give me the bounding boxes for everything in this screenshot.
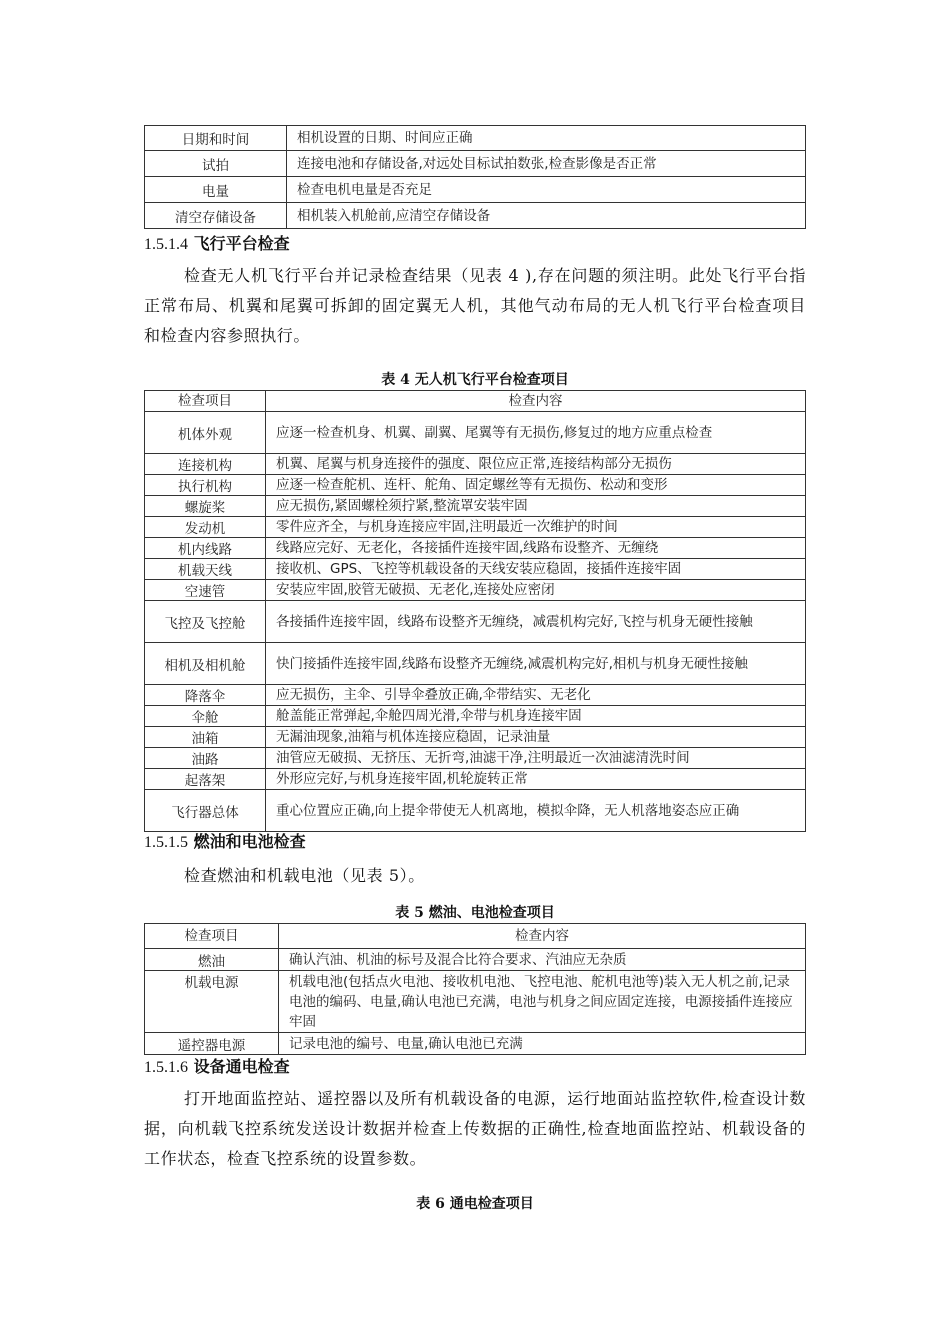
check-item: 机体外观: [145, 412, 266, 454]
table-caption: 表 4 无人机飞行平台检查项目: [381, 372, 569, 388]
check-item: 相机及相机舱: [145, 643, 266, 685]
check-item: 机载电源: [145, 971, 279, 1033]
check-item: 空速管: [145, 580, 266, 601]
check-item: 油路: [145, 748, 266, 769]
check-item: 发动机: [145, 517, 266, 538]
table-row: [145, 685, 806, 706]
check-item: 机内线路: [145, 538, 266, 559]
table-row: [145, 1033, 806, 1055]
table-row: [145, 496, 806, 517]
table-row: [145, 643, 806, 685]
fuel-battery-table: [144, 923, 806, 1055]
check-item: 连接机构: [145, 454, 266, 475]
section-paragraph: 检查燃油和机载电池（见表 5）。: [184, 866, 425, 885]
section-heading: [144, 1054, 290, 1077]
check-content: 舱盖能正常弹起,伞舱四周光滑,伞带与机身连接牢固: [266, 706, 806, 727]
section-title: 飞行平台检查: [193, 234, 290, 253]
section-paragraph: 检查无人机飞行平台并记录检查结果（见表 4 ),存在问题的须注明。此处飞行平台指正常布局、机翼和尾翼可拆卸的固定翼无人机，其他气动布局的无人机飞行平台检查项目和检查内容参照执行。: [144, 266, 806, 345]
check-item: 降落伞: [145, 685, 266, 706]
section-heading: [144, 231, 290, 254]
check-item: 试拍: [145, 151, 287, 177]
table-row: [145, 601, 806, 643]
table-row: [145, 126, 806, 151]
check-content: 重心位置应正确,向上提伞带使无人机离地，模拟伞降，无人机落地姿态应正确: [266, 790, 806, 832]
table-row: [145, 517, 806, 538]
check-content: 连接电池和存储设备,对远处目标试拍数张,检查影像是否正常: [287, 151, 806, 177]
check-content: 应逐一检查舵机、连杆、舵角、固定螺丝等有无损伤、松动和变形: [266, 475, 806, 496]
check-item: 清空存储设备: [145, 203, 287, 229]
check-item: 机载天线: [145, 559, 266, 580]
table-row: [145, 790, 806, 832]
check-content: 应无损伤,紧固螺栓须拧紧,整流罩安装牢固: [266, 496, 806, 517]
table-row: [145, 177, 806, 203]
table-row: [145, 949, 806, 971]
section-title: 设备通电检查: [193, 1057, 290, 1076]
column-header: 检查项目: [145, 391, 266, 412]
check-content: 快门接插件连接牢固,线路布设整齐无缠绕,减震机构完好,相机与机身无硬性接触: [266, 643, 806, 685]
column-header: 检查内容: [279, 924, 806, 949]
check-content: 机翼、尾翼与机身连接件的强度、限位应正常,连接结构部分无损伤: [266, 454, 806, 475]
section-title: 燃油和电池检查: [193, 832, 306, 851]
section-number: 1.5.1.6: [144, 1059, 188, 1076]
camera-check-table: [144, 125, 806, 229]
table-caption: 表 5 燃油、电池检查项目: [395, 905, 555, 921]
check-item: 遥控器电源: [145, 1033, 279, 1055]
check-content: 线路应完好、无老化，各接插件连接牢固,线路布设整齐、无缠绕: [266, 538, 806, 559]
check-content: 记录电池的编号、电量,确认电池已充满: [279, 1033, 806, 1055]
table-row: [145, 769, 806, 790]
table-header-row: [145, 924, 806, 949]
table-row: [145, 151, 806, 177]
check-item: 起落架: [145, 769, 266, 790]
check-item: 执行机构: [145, 475, 266, 496]
section-number: 1.5.1.4: [144, 236, 188, 253]
check-item: 电量: [145, 177, 287, 203]
table-row: [145, 971, 806, 1033]
check-content: 相机装入机舱前,应清空存储设备: [287, 203, 806, 229]
flight-platform-table: [144, 390, 806, 832]
table-row: [145, 706, 806, 727]
section-number: 1.5.1.5: [144, 834, 188, 851]
check-content: 无漏油现象,油箱与机体连接应稳固，记录油量: [266, 727, 806, 748]
table-row: [145, 580, 806, 601]
check-item: 飞控及飞控舱: [145, 601, 266, 643]
check-content: 检查电机电量是否充足: [287, 177, 806, 203]
column-header: 检查项目: [145, 924, 279, 949]
check-content: 零件应齐全，与机身连接应牢固,注明最近一次维护的时间: [266, 517, 806, 538]
check-content: 机载电池(包括点火电池、接收机电池、飞控电池、舵机电池等)装入无人机之前,记录电池的编码、电量,确认电池已充满，电池与机身之间应固定连接，电源接插件连接应牢固: [279, 971, 806, 1033]
check-content: 安装应牢固,胶管无破损、无老化,连接处应密闭: [266, 580, 806, 601]
check-item: 日期和时间: [145, 126, 287, 151]
check-content: 确认汽油、机油的标号及混合比符合要求、汽油应无杂质: [279, 949, 806, 971]
check-item: 伞舱: [145, 706, 266, 727]
check-item: 飞行器总体: [145, 790, 266, 832]
check-content: 油管应无破损、无挤压、无折弯,油滤干净,注明最近一次油滤清洗时间: [266, 748, 806, 769]
table-row: [145, 538, 806, 559]
table-header-row: [145, 391, 806, 412]
check-content: 接收机、GPS、飞控等机载设备的天线安装应稳固，接插件连接牢固: [266, 559, 806, 580]
table-row: [145, 748, 806, 769]
section-paragraph: 打开地面监控站、遥控器以及所有机载设备的电源，运行地面站监控软件,检查设计数据，向机载飞控系统发送设计数据并检查上传数据的正确性,检查地面监控站、机载设备的工作状态，检查飞控系统的设置参数。: [144, 1089, 806, 1168]
table-caption: 表 6 通电检查项目: [416, 1196, 534, 1212]
table-row: [145, 412, 806, 454]
table-row: [145, 559, 806, 580]
table-row: [145, 727, 806, 748]
check-item: 油箱: [145, 727, 266, 748]
check-content: 应无损伤，主伞、引导伞叠放正确,伞带结实、无老化: [266, 685, 806, 706]
check-item: 螺旋桨: [145, 496, 266, 517]
table-row: [145, 475, 806, 496]
column-header: 检查内容: [266, 391, 806, 412]
table-row: [145, 203, 806, 229]
check-item: 燃油: [145, 949, 279, 971]
check-content: 应逐一检查机身、机翼、副翼、尾翼等有无损伤,修复过的地方应重点检查: [266, 412, 806, 454]
check-content: 外形应完好,与机身连接牢固,机轮旋转正常: [266, 769, 806, 790]
check-content: 各接插件连接牢固，线路布设整齐无缠绕，减震机构完好,飞控与机身无硬性接触: [266, 601, 806, 643]
section-heading: [144, 829, 306, 852]
table-row: [145, 454, 806, 475]
check-content: 相机设置的日期、时间应正确: [287, 126, 806, 151]
